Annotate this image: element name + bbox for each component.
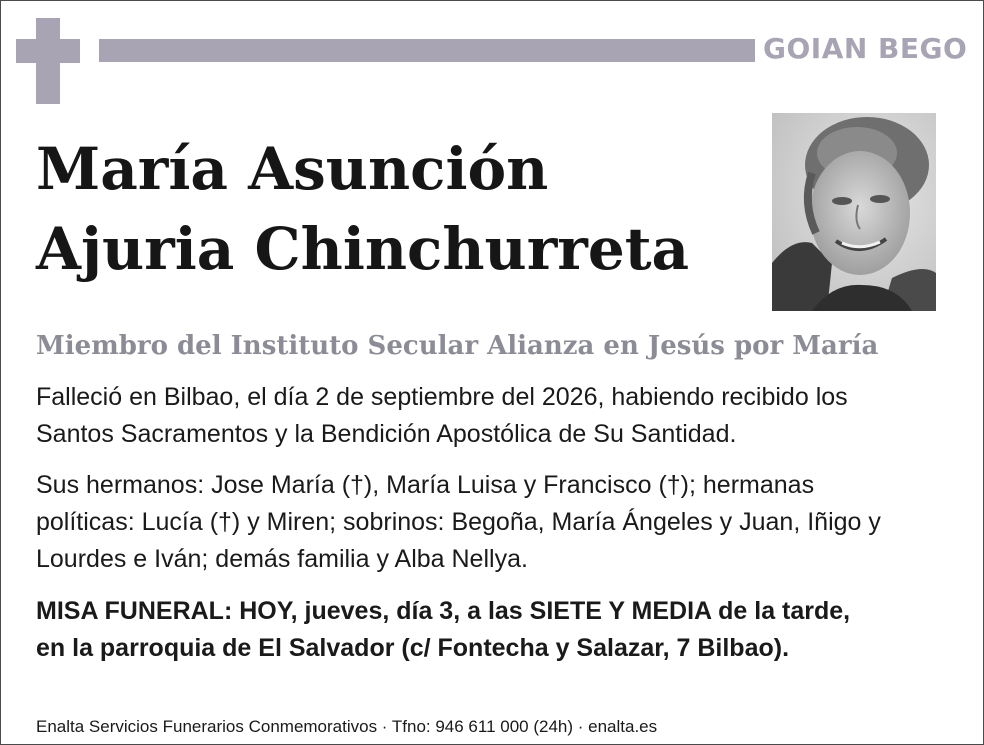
funeral-announcement (36, 593, 956, 667)
header-rule (99, 39, 755, 62)
subtitle: Miembro del Instituto Secular Alianza en Jesús por María (36, 331, 879, 361)
cross-icon (16, 18, 80, 104)
name-line-2: Ajuria Chinchurreta (36, 215, 690, 283)
text-line: Falleció en Bilbao, el día 2 de septiembre del 2026, habiendo recibido los (36, 383, 848, 411)
family-paragraph (36, 467, 956, 578)
text-line: en la parroquia de El Salvador (c/ Fontecha y Salazar, 7 Bilbao). (36, 634, 790, 662)
death-paragraph (36, 379, 956, 453)
text-line: MISA FUNERAL: HOY, jueves, día 3, a las SIETE Y MEDIA de la tarde, (36, 597, 851, 625)
footer-contact: Enalta Servicios Funerarios Conmemorativos · Tfno: 946 611 000 (24h) · enalta.es (36, 717, 658, 736)
text-line: Sus hermanos: Jose María (†), María Luisa y Francisco (†); hermanas (36, 471, 815, 499)
text-line: Santos Sacramentos y la Bendición Apostólica de Su Santidad. (36, 420, 737, 448)
header-label: GOIAN BEGO (763, 32, 968, 65)
name-line-1: María Asunción (36, 135, 549, 203)
text-line: políticas: Lucía (†) y Miren; sobrinos: Begoña, María Ángeles y Juan, Iñigo y (36, 508, 881, 536)
deceased-name (36, 129, 756, 289)
portrait-photo (772, 113, 936, 311)
text-line: Lourdes e Iván; demás familia y Alba Nellya. (36, 545, 528, 573)
